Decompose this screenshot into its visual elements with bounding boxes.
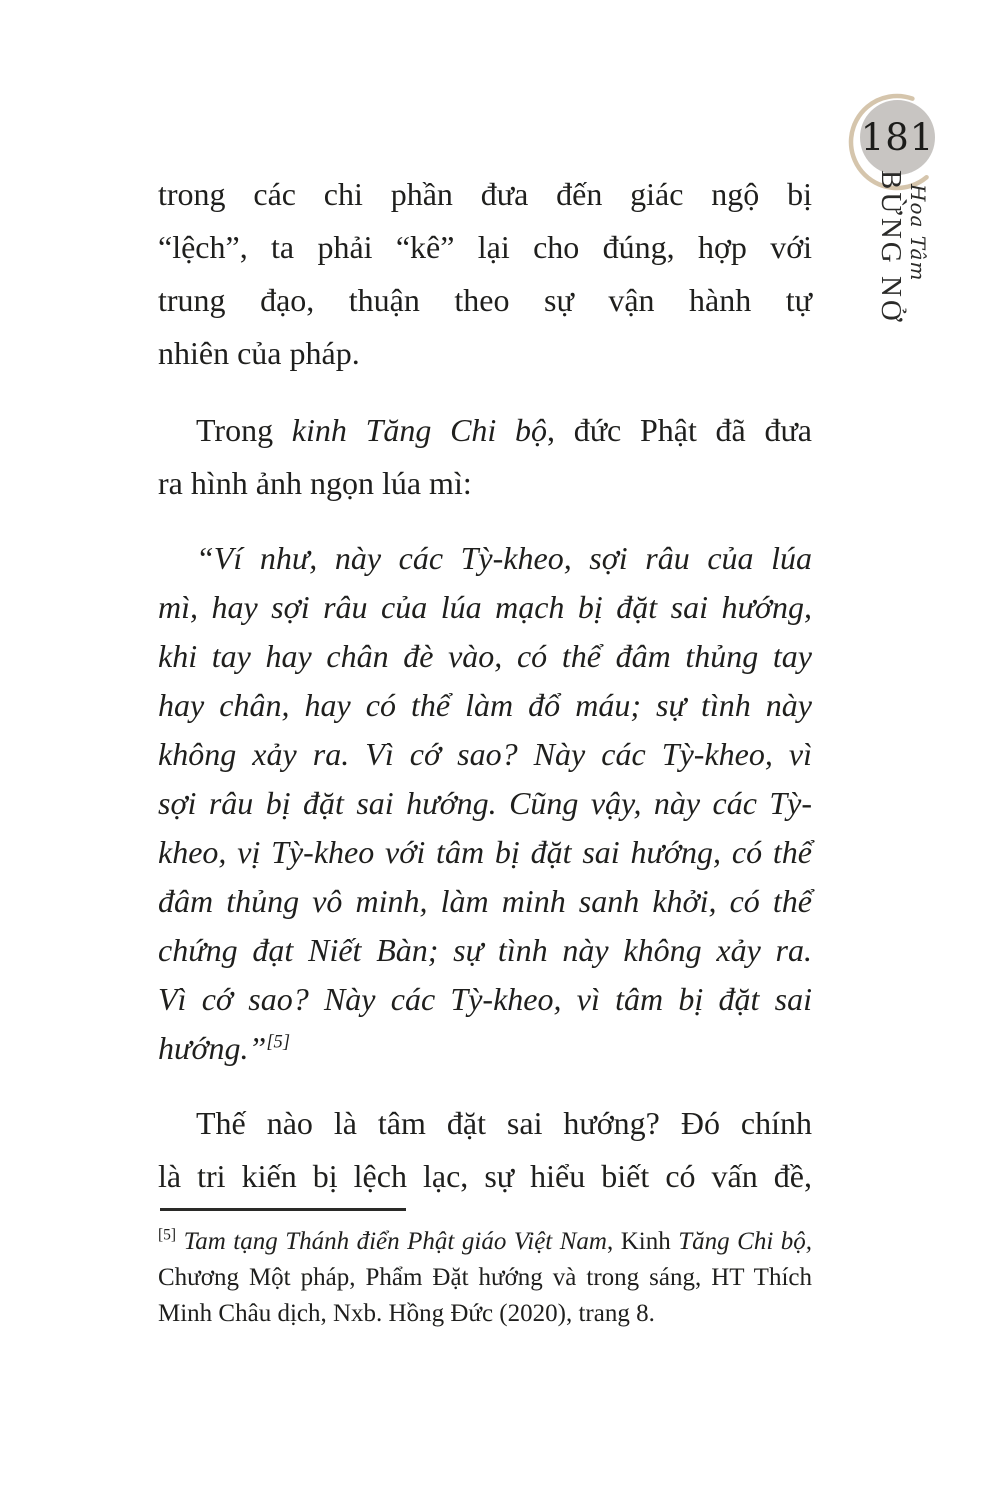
footnote-rule bbox=[160, 1208, 406, 1211]
footnote-marker: [5] bbox=[158, 1226, 177, 1244]
text-line: “Ví như, này các Tỳ-kheo, sợi râu của lúa bbox=[196, 540, 812, 576]
page-content bbox=[158, 168, 812, 1203]
text-line: không xảy ra. Vì cớ sao? Này các Tỳ-kheo, vì bbox=[158, 736, 812, 772]
paragraph-1 bbox=[158, 168, 812, 380]
text-line: trong các chi phần đưa đến giác ngộ bị bbox=[158, 176, 812, 212]
footnote-section bbox=[158, 1208, 812, 1332]
text-line: Chương Một pháp, Phẩm Đặt hướng và trong sáng, HT Thích bbox=[158, 1264, 812, 1291]
text-line: mì, hay sợi râu của lúa mạch bị đặt sai hướng, bbox=[158, 589, 812, 625]
text-line: trung đạo, thuận theo sự vận hành tự bbox=[158, 282, 812, 318]
text-line: hay chân, hay có thể làm đổ máu; sự tình này bbox=[158, 687, 812, 723]
text-line: chứng đạt Niết Bàn; sự tình này không xảy ra. bbox=[158, 932, 812, 968]
text-line: Vì cớ sao? Này các Tỳ-kheo, vì tâm bị đặt sai bbox=[158, 981, 812, 1017]
paragraph-2 bbox=[158, 404, 812, 510]
book-title-script: Hoa Tâm bbox=[906, 184, 930, 282]
text-line: khi tay hay chân đè vào, có thể đâm thủng tay bbox=[158, 638, 812, 674]
text-line: kheo, vị Tỳ-kheo với tâm bị đặt sai hướng, có thể bbox=[158, 834, 812, 870]
text-line: nhiên của pháp. bbox=[158, 335, 360, 371]
text-line: “lệch”, ta phải “kê” lại cho đúng, hợp với bbox=[158, 229, 812, 265]
text-line: ra hình ảnh ngọn lúa mì: bbox=[158, 465, 472, 501]
quote-block bbox=[158, 534, 812, 1073]
text-line: sợi râu bị đặt sai hướng. Cũng vậy, này các Tỳ- bbox=[158, 785, 812, 821]
text-line: Minh Châu dịch, Nxb. Hồng Đức (2020), trang 8. bbox=[158, 1300, 655, 1327]
book-title-caps: BỪNG NỞ bbox=[875, 170, 907, 324]
page-number-badge bbox=[860, 100, 935, 175]
footnote-text bbox=[158, 1224, 812, 1332]
text-line: đâm thủng vô minh, làm minh sanh khởi, có thể bbox=[158, 883, 812, 919]
text-line: là tri kiến bị lệch lạc, sự hiểu biết có vấn đề, bbox=[158, 1158, 812, 1194]
text-line: Thế nào là tâm đặt sai hướng? Đó chính bbox=[196, 1105, 812, 1141]
text-line: Trong kinh Tăng Chi bộ, đức Phật đã đưa bbox=[196, 412, 813, 448]
text-line: [5] Tam tạng Thánh điển Phật giáo Việt Nam, Kinh Tăng Chi bộ, bbox=[158, 1226, 813, 1255]
paragraph-3 bbox=[158, 1097, 812, 1203]
book-title-vertical bbox=[865, 170, 929, 330]
text-line: hướng.”[5] bbox=[158, 1030, 291, 1066]
page-number: 181 bbox=[860, 116, 935, 159]
footnote-marker: [5] bbox=[266, 1031, 291, 1053]
